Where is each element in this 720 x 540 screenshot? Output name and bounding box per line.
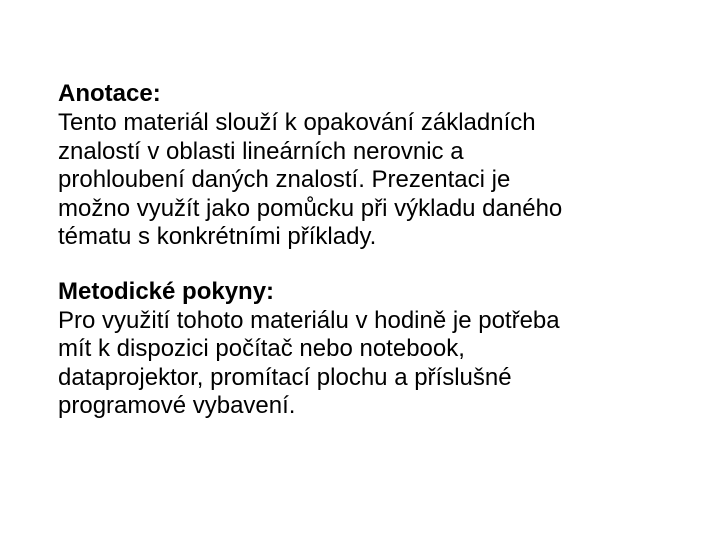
annotation-heading: Anotace: (58, 80, 161, 107)
methodical-instructions-line: programové vybavení. (58, 392, 296, 419)
slide-content (58, 79, 698, 421)
methodical-instructions-text (58, 307, 698, 421)
annotation-text (58, 109, 698, 252)
annotation-line: prohloubení daných znalostí. Prezentaci je (58, 166, 511, 193)
methodical-instructions-line: Pro využití tohoto materiálu v hodině je potřeba (58, 306, 560, 334)
annotation-line: Tento materiál slouží k opakování základních (58, 109, 536, 136)
annotation-line: možno využít jako pomůcku při výkladu daného (58, 194, 563, 222)
methodical-instructions-line: mít k dispozici počítač nebo notebook, (58, 335, 465, 362)
annotation-line: tématu s konkrétními příklady. (58, 223, 377, 250)
annotation-section (58, 79, 698, 252)
methodical-instructions-heading: Metodické pokyny: (58, 277, 275, 305)
methodical-instructions-line: dataprojektor, promítací plochu a příslušné (58, 363, 512, 391)
methodical-instructions-section (58, 277, 698, 421)
annotation-line: znalostí v oblasti lineárních nerovnic a (58, 137, 464, 165)
